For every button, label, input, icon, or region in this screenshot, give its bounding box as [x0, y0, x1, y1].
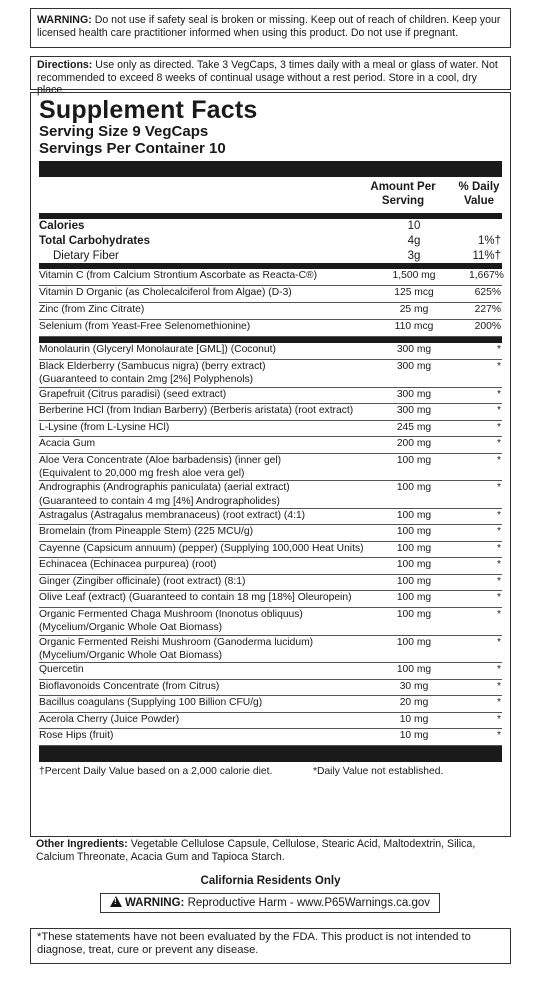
- ingredient-row: [39, 636, 502, 664]
- ingredient-row: [39, 388, 502, 405]
- ingredient-row-name: Rose Hips (fruit): [39, 730, 114, 742]
- ingredient-row-amount: 20 mg: [399, 697, 429, 709]
- vitamin-row: [39, 286, 502, 303]
- ingredient-row-name: Black Elderberry (Sambucus nigra) (berry extract): [39, 360, 266, 372]
- ingredient-row-amount: 100 mg: [396, 482, 432, 494]
- ingredient-row-daily-value: *: [496, 608, 501, 620]
- vitamin-row-name: Selenium (from Yeast-Free Selenomethionine): [39, 321, 251, 333]
- directions-label: Directions:: [37, 59, 93, 71]
- footnote-not-established: *Daily Value not established.: [313, 765, 444, 777]
- ingredient-row-amount: 300 mg: [396, 344, 432, 356]
- vitamin-row-name: Vitamin D Organic (as Cholecalciferol from Algae) (D-3): [39, 287, 292, 299]
- ingredient-row-daily-value: *: [496, 405, 501, 417]
- ingredient-row-amount: 10 mg: [399, 713, 429, 725]
- macros-section: [39, 219, 502, 263]
- ingredient-row-daily-value: *: [496, 713, 501, 725]
- ingredient-row: [39, 421, 502, 438]
- ingredient-row-name: Ginger (Zingiber officinale) (root extract) (8:1): [39, 575, 246, 587]
- ingredient-row-amount: 300 mg: [396, 405, 432, 417]
- ingredient-row: [39, 404, 502, 421]
- ingredient-row-daily-value: *: [496, 388, 501, 400]
- ingredient-row-daily-value: *: [496, 360, 501, 372]
- vitamin-row-amount: 110 mcg: [394, 321, 434, 333]
- ingredient-row-name: Berberine HCl (from Indian Barberry) (Berberis aristata) (root extract): [39, 405, 354, 417]
- ingredient-row-name: Olive Leaf (extract) (Guaranteed to contain 18 mg [18%] Oleuropein): [39, 592, 352, 604]
- macro-row-daily-value: 11%†: [472, 249, 501, 262]
- ingredient-row-daily-value: *: [496, 438, 501, 450]
- ingredient-row: [39, 454, 502, 482]
- ingredient-row-amount: 245 mg: [396, 421, 432, 433]
- ingredient-row: [39, 575, 502, 592]
- ingredient-row-amount: 100 mg: [396, 454, 432, 466]
- ingredient-row: [39, 608, 502, 636]
- ingredient-row-daily-value: *: [496, 482, 501, 494]
- bottom-thick-divider: [39, 746, 502, 762]
- macro-row: [39, 219, 502, 234]
- ingredient-row-amount: 100 mg: [396, 636, 432, 648]
- ingredient-row-amount: 100 mg: [396, 509, 432, 521]
- ingredient-row-amount: 100 mg: [396, 542, 432, 554]
- ingredient-row: [39, 542, 502, 559]
- ingredient-row-name: Organic Fermented Chaga Mushroom (Inonotus obliquus): [39, 608, 303, 620]
- ingredient-row-amount: 100 mg: [396, 664, 432, 676]
- ingredient-row-amount: 10 mg: [399, 730, 429, 742]
- ingredient-row-daily-value: *: [496, 526, 501, 538]
- vitamin-row-daily-value: 625%: [474, 287, 501, 299]
- ingredient-row-amount: 100 mg: [396, 559, 432, 571]
- prop65-text: Reproductive Harm - www.P65Warnings.ca.gov: [187, 897, 431, 909]
- ingredient-row-subtext: (Guaranteed to contain 4 mg [4%] Andrographolides): [39, 495, 280, 507]
- thick-divider: [39, 161, 502, 177]
- ingredients-section: [39, 343, 502, 745]
- ingredient-row-daily-value: *: [496, 344, 501, 356]
- ingredient-row-name: Quercetin: [39, 664, 84, 676]
- macro-row-amount: 3g: [407, 249, 421, 262]
- ingredient-row-name: Cayenne (Capsicum annuum) (pepper) (Supplying 100,000 Heat Units): [39, 542, 364, 554]
- ingredient-row-name: L-Lysine (from L-Lysine HCl): [39, 421, 170, 433]
- ingredient-row-name: Monolaurin (Glyceryl Monolaurate [GML]) (Coconut): [39, 344, 276, 356]
- servings-per-container: Servings Per Container 10: [39, 140, 226, 157]
- ingredient-row-amount: 100 mg: [396, 592, 432, 604]
- ingredient-row-daily-value: *: [496, 730, 501, 742]
- warning-label: WARNING:: [37, 14, 92, 26]
- ingredient-row-daily-value: *: [496, 664, 501, 676]
- ingredient-row-amount: 200 mg: [396, 438, 432, 450]
- ingredient-row: [39, 509, 502, 526]
- vitamin-row-amount: 125 mcg: [394, 287, 434, 299]
- california-heading: California Residents Only: [200, 875, 341, 887]
- prop65-warning: [100, 893, 440, 913]
- ingredient-row-subtext: (Guaranteed to contain 2mg [2%] Polyphenols): [39, 374, 254, 386]
- ingredient-row: [39, 696, 502, 713]
- warning-box: [30, 8, 511, 48]
- ingredient-row-name: Acerola Cherry (Juice Powder): [39, 713, 180, 725]
- supplement-facts-panel: [30, 92, 511, 837]
- ingredient-row-name: Organic Fermented Reishi Mushroom (Ganoderma lucidum): [39, 636, 314, 648]
- vitamin-row-amount: 25 mg: [399, 304, 429, 316]
- amount-header-line2: Serving: [381, 194, 425, 207]
- other-ingredients-text: Vegetable Cellulose Capsule, Cellulose, Stearic Acid, Maltodextrin, Silica, Calcium Threonate, Acacia Gum and Tapioca Starch.: [36, 838, 476, 863]
- ingredient-row-daily-value: *: [496, 542, 501, 554]
- ingredient-row-name: Acacia Gum: [39, 438, 96, 450]
- macro-row-amount: 4g: [407, 234, 421, 247]
- ingredient-row-daily-value: *: [496, 509, 501, 521]
- directions-text: Use only as directed. Take 3 VegCaps, 3 times daily with a meal or glass of water. Not recommended to exceed 8 weeks of continual usage without a rest period. Store in a cool, dry place.: [37, 59, 498, 97]
- ingredient-row-name: Andrographis (Andrographis paniculata) (aerial extract): [39, 482, 290, 494]
- macro-row-name: Dietary Fiber: [53, 249, 119, 262]
- macro-row-daily-value: 1%†: [477, 234, 501, 247]
- other-ingredients-label: Other Ingredients:: [36, 838, 128, 850]
- ingredient-row-amount: 30 mg: [399, 680, 429, 692]
- serving-size: Serving Size 9 VegCaps: [39, 123, 209, 140]
- ingredient-row: [39, 437, 502, 454]
- ingredient-row-daily-value: *: [496, 454, 501, 466]
- macro-row-amount: 10: [407, 220, 421, 232]
- ingredient-row-daily-value: *: [496, 575, 501, 587]
- ingredient-row-subtext: (Mycelium/Organic Whole Oat Biomass): [39, 649, 223, 661]
- macro-row: [39, 249, 502, 264]
- footnote-dv: †Percent Daily Value based on a 2,000 calorie diet.: [39, 765, 273, 777]
- vitamin-row: [39, 320, 502, 337]
- dv-header: [449, 181, 509, 209]
- vitamin-row-daily-value: 227%: [474, 304, 501, 316]
- ingredient-row: [39, 591, 502, 608]
- fda-disclaimer: *These statements have not been evaluated by the FDA. This product is not intended to diagnose, treat, cure or prevent any disease.: [30, 928, 511, 964]
- ingredient-row-name: Astragalus (Astragalus membranaceus) (root extract) (4:1): [39, 509, 306, 521]
- ingredient-row-subtext: (Mycelium/Organic Whole Oat Biomass): [39, 622, 223, 634]
- macro-row-name: Total Carbohydrates: [39, 234, 150, 247]
- ingredient-row-name: Echinacea (Echinacea purpurea) (root): [39, 559, 217, 571]
- ingredient-row-daily-value: *: [496, 421, 501, 433]
- ingredient-row-name: Aloe Vera Concentrate (Aloe barbadensis) (inner gel): [39, 454, 282, 466]
- ingredient-row-name: Bromelain (from Pineapple Stem) (225 MCU/g): [39, 526, 254, 538]
- ingredient-row-name: Grapefruit (Citrus paradisi) (seed extract): [39, 388, 227, 400]
- ingredient-row: [39, 713, 502, 730]
- ingredient-row-subtext: (Equivalent to 20,000 mg fresh aloe vera gel): [39, 467, 245, 479]
- ingredient-row-daily-value: *: [496, 559, 501, 571]
- ingredient-row: [39, 343, 502, 360]
- vitamin-row: [39, 303, 502, 320]
- footnote: [39, 762, 502, 778]
- ingredient-row: [39, 558, 502, 575]
- ingredient-row-daily-value: *: [496, 636, 501, 648]
- ingredient-row-amount: 300 mg: [396, 360, 432, 372]
- other-ingredients: [30, 838, 511, 863]
- macro-row: [39, 234, 502, 249]
- ingredient-row-amount: 100 mg: [396, 526, 432, 538]
- vitamin-row-name: Vitamin C (from Calcium Strontium Ascorbate as Reacta-C®): [39, 270, 318, 282]
- warning-text: Do not use if safety seal is broken or missing. Keep out of reach of children. Keep your licensed health care practitioner informed when using this product. Do not use if pregnant.: [37, 14, 501, 39]
- ingredient-row-name: Bacillus coagulans (Supplying 100 Billion CFU/g): [39, 697, 263, 709]
- macro-row-name: Calories: [39, 220, 85, 232]
- vitamin-row-amount: 1,500 mg: [392, 270, 436, 282]
- ingredient-row-amount: 100 mg: [396, 608, 432, 620]
- directions-box: [30, 56, 511, 97]
- vitamin-row-daily-value: 1,667%: [469, 270, 504, 282]
- vitamin-row-daily-value: 200%: [474, 321, 501, 333]
- amount-header: [363, 181, 443, 209]
- vitamin-row: [39, 269, 502, 286]
- ingredient-row: [39, 729, 502, 746]
- vitamins-section: [39, 269, 502, 337]
- vitamin-row-name: Zinc (from Zinc Citrate): [39, 304, 145, 316]
- ingredient-row-daily-value: *: [496, 680, 501, 692]
- ingredient-row-amount: 100 mg: [396, 575, 432, 587]
- ingredient-row-amount: 300 mg: [396, 388, 432, 400]
- ingredient-row: [39, 525, 502, 542]
- amount-header-line1: Amount Per: [370, 181, 436, 193]
- ingredient-row-daily-value: *: [496, 697, 501, 709]
- dv-header-line2: Value: [463, 194, 495, 207]
- prop65-label: WARNING:: [124, 897, 185, 909]
- column-header: [39, 177, 502, 213]
- ingredient-row-daily-value: *: [496, 592, 501, 604]
- ingredient-row: [39, 481, 502, 509]
- facts-title: Supplement Facts: [39, 96, 258, 124]
- warning-triangle-icon: [110, 896, 122, 907]
- dv-header-line1: % Daily: [458, 181, 500, 193]
- ingredient-row: [39, 360, 502, 388]
- ingredient-row-name: Bioflavonoids Concentrate (from Citrus): [39, 680, 220, 692]
- ingredient-row: [39, 680, 502, 697]
- ingredient-row: [39, 663, 502, 680]
